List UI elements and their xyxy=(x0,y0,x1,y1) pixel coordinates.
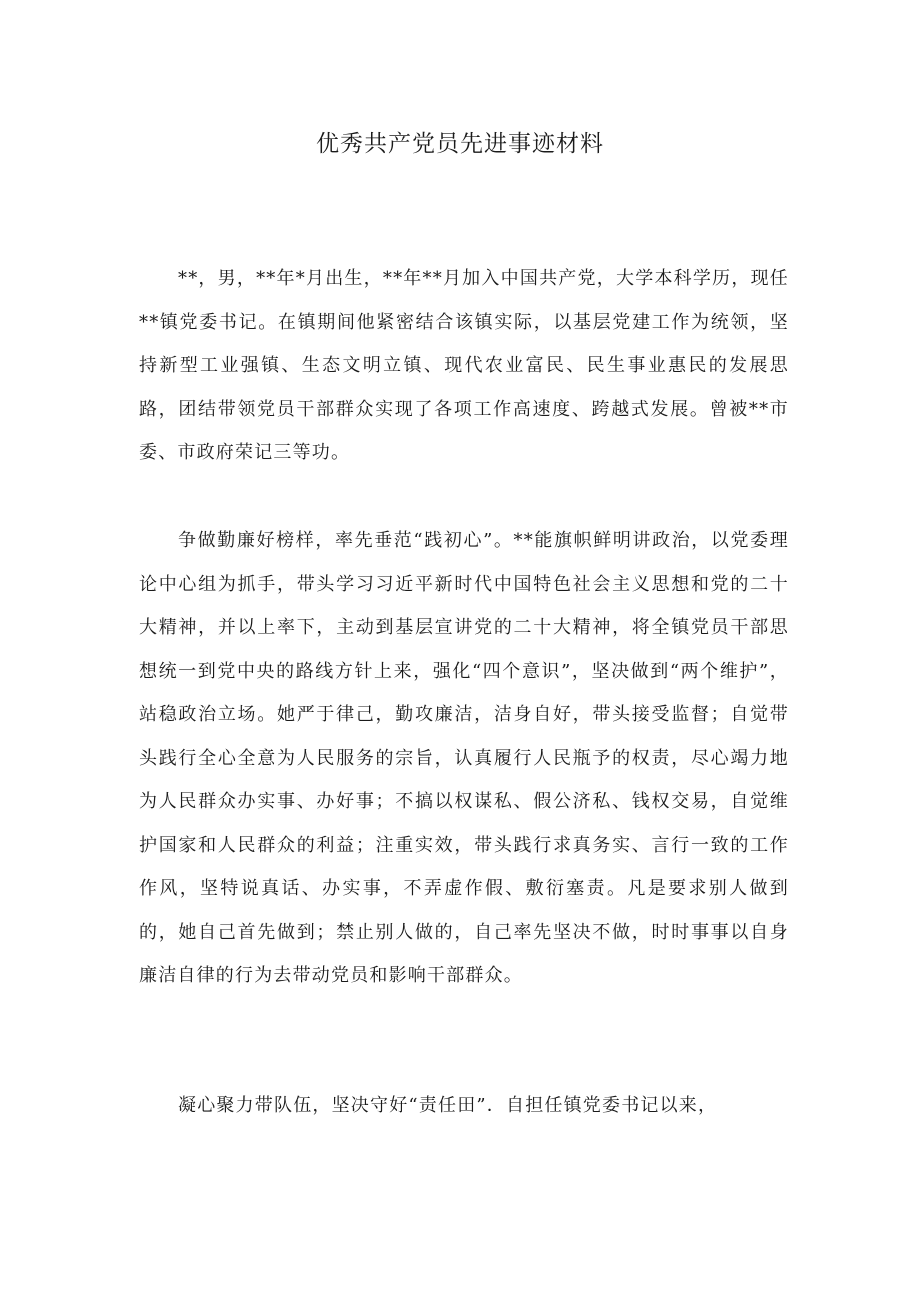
paragraph-profile: **，男，**年*月出生，**年**月加入中国共产党，大学本科学历，现任**镇党委书记。在镇期间他紧密结合该镇实际，以基层党建工作为统领，坚持新型工业强镇、生态文明立镇、现代农业富民、民生事业惠民的发展思路，团结带领党员干部群众实现了各项工作高速度、跨越式发展。曾被**市委、市政府荣记三等功。 xyxy=(139,268,789,463)
document-title: 优秀共产党员先进事迹材料 xyxy=(316,131,604,157)
paragraph-integrity: 争做勤廉好榜样，率先垂范“践初心”。**能旗帜鲜明讲政治，以党委理论中心组为抓手，带头学习习近平新时代中国特色社会主义思想和党的二十大精神，并以上率下，主动到基层宣讲党的二十大精神，将全镇党员干部思想统一到党中央的路线方针上来，强化“四个意识”，坚决做到“两个维护”，站稳政治立场。她严于律己，勤攻廉洁，洁身自好，带头接受监督；自觉带头践行全心全意为人民服务的宗旨，认真履行人民瓶予的权责，尽心竭力地为人民群众办实事、办好事；不搞以权谋私、假公济私、钱权交易，自觉维护国家和人民群众的利益；注重实效，带头践行求真务实、言行一致的工作作风，坚特说真话、办实事，不弄虚作假、敷衍塞责。凡是要求别人做到的，她自己首先做到；禁止别人做的，自己率先坚决不做，时时事事以自身廉洁自律的行为去带动党员和影响干部群众。 xyxy=(139,530,789,986)
paragraph-team: 凝心聚力带队伍，坚决守好“责任田”．自担任镇党委书记以来， xyxy=(178,1095,718,1116)
